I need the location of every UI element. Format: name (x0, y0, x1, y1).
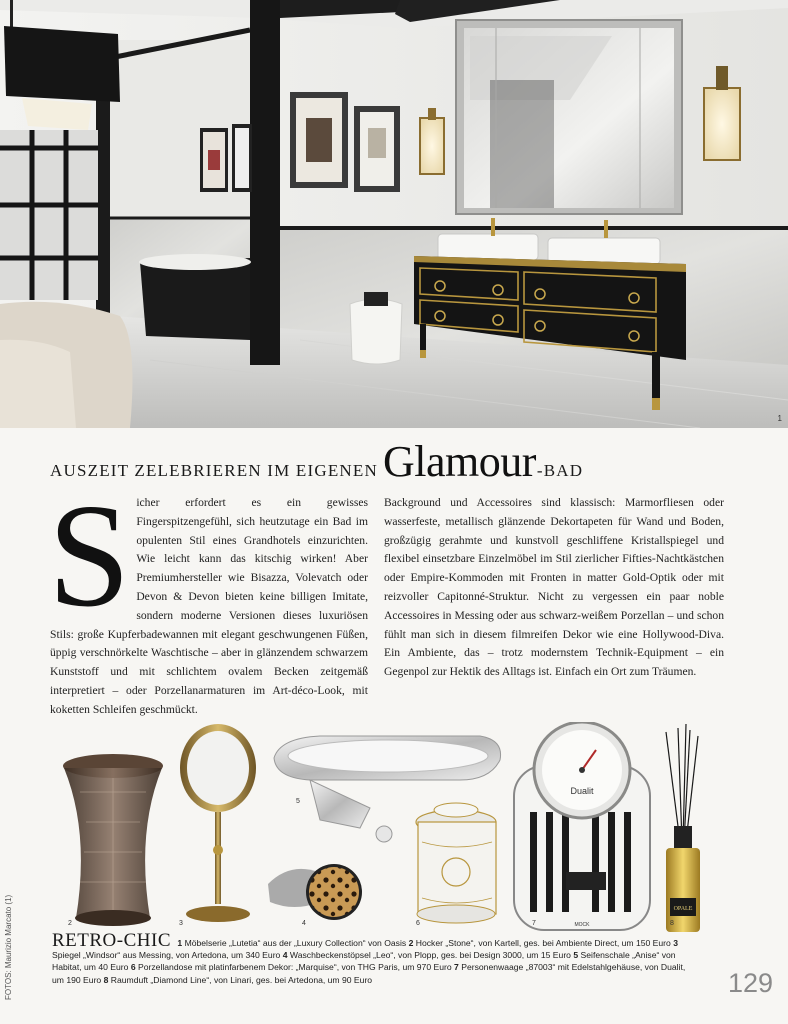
headline-prefix: AUSZEIT ZELEBRIEREN IM EIGENEN (50, 461, 378, 480)
product-stool-stone (63, 754, 163, 926)
product-scale-dualit (514, 722, 650, 930)
product-diffuser-diamond-line (666, 724, 700, 932)
product-caption (52, 930, 692, 986)
caption-num-1: 1 (177, 938, 183, 948)
caption-item-1: Möbelserie „Lutetia“ aus der „Luxury Collection“ von Oasis (184, 938, 407, 948)
caption-item-5: Seifenschale „Anise“ von Habitat, um 40 Euro (52, 950, 676, 973)
caption-num-7: 7 (454, 962, 459, 973)
article-column-left (48, 474, 368, 720)
scale-brand-label: Dualit (570, 786, 594, 796)
product-number-6: 6 (416, 920, 420, 927)
article-headline (50, 436, 750, 488)
diffuser-brand-label: OPALE (673, 906, 693, 912)
scale-base-label: MOCK (574, 922, 590, 928)
caption-item-4: Waschbeckenstöpsel „Leo“, von Plopp, ges. bei Design 3000, um 15 Euro (289, 950, 571, 961)
caption-item-2: Hocker „Stone“, von Kartell, ges. bei Ambiente Direct, um 150 Euro (415, 938, 671, 948)
caption-item-3: Spiegel „Windsor“ aus Messing, von Artedona, um 340 Euro (52, 950, 281, 961)
photo-credit: FOTOS: Maurizio Marcato (1) (4, 894, 13, 1000)
article-column-right (384, 494, 724, 682)
caption-item-7: Personenwaage „87003“ mit Edelstahlgehäuse, von Dualit, um 190 Euro (52, 962, 686, 985)
caption-item-8: Raumduft „Diamond Line“, von Linari, ges. bei Artedona, um 90 Euro (110, 974, 373, 985)
drop-cap: S (48, 474, 131, 638)
page-number: 129 (728, 968, 774, 998)
product-number-7: 7 (532, 920, 536, 927)
caption-num-6: 6 (130, 962, 136, 973)
hero-photo-bathroom (0, 0, 788, 428)
product-mirror-windsor (180, 724, 256, 922)
product-stopper-leo (268, 864, 362, 920)
column-right-text: Background und Accessoires sind klassisch: Marmorfliesen oder wasserfeste, metallisch glänzende Dekortapeten für Wand und Boden, großzügig gerahmte und kunstvoll geschliffene Kristallspiegel und flexibel einsetzbare Einzelmöbel im Stil zierlicher Fifties-Nachtkästchen oder Empire-Kommoden mit Fronten in matter Gold-Optik oder mit reizvoller Capitonné-Struktur. Nicht zu vergessen ein paar noble Accessoires in Messing oder aus schwarz-weißem Porzellan – und schon fühlt man sich in diesem filmreifen Dekor wie eine Hollywood-Diva. Ein Ambiente, das – trotz modernstem Technik-Equipment – ein Gegenpol zur Hektik des Alltags ist. Einfach ein Ort zum Träumen. (384, 496, 724, 679)
headline-suffix: -BAD (536, 461, 584, 480)
caption-num-2: 2 (408, 938, 414, 948)
caption-num-8: 8 (103, 974, 109, 985)
product-number-4: 4 (302, 920, 306, 927)
caption-num-4: 4 (282, 950, 288, 961)
product-box-marquise (416, 803, 496, 923)
hero-photo-number: 1 (777, 414, 782, 423)
caption-num-3: 3 (673, 938, 678, 948)
product-photos (0, 722, 788, 937)
headline-glamour: Glamour (382, 437, 536, 486)
product-number-2: 2 (68, 920, 72, 927)
caption-item-6: Porzellandose mit platinfarbenem Dekor: „Marquise“, von THG Paris, um 970 Euro (138, 962, 452, 973)
product-number-8: 8 (670, 920, 674, 927)
column-left-text: icher erfordert es ein gewisses Fingerspitzengefühl, sich heutzutage ein Bad im opulenten Stil eines Grandhotels einzurichten. Wie leicht kann das kitschig wirken! Aber Premiumhersteller wie Bisazza, Volevatch oder Devon & Devon bieten keine billigen Imitate, sondern moderne Versionen dieses luxuriösen Stils: große Kupferbadewannen mit elegant geschwungenen Füßen, üppig verschnörkelte Waschtische – aber in glänzendem schwarzem Kunststoff und mit schlichtem ovalem Becken zeitgemäß interpretiert – oder Porzellanarmaturen im Art-déco-Look, mit koketten Schleifen geschmückt. (50, 496, 368, 716)
caption-num-5: 5 (573, 950, 579, 961)
product-number-3: 3 (179, 920, 183, 927)
product-number-5: 5 (296, 798, 300, 805)
caption-heading: RETRO-CHIC (52, 930, 171, 951)
